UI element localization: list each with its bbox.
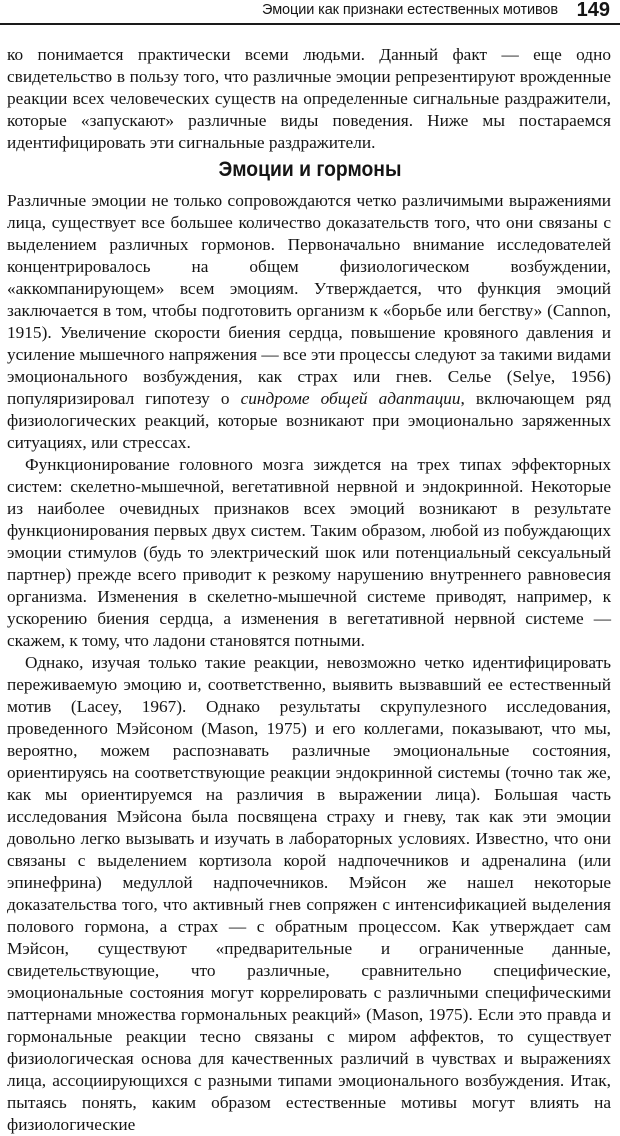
paragraph-1 xyxy=(7,190,611,454)
paragraph-1-italic-term: синдроме общей адаптации xyxy=(240,389,461,408)
running-head xyxy=(0,0,620,26)
paragraph-1-text-a: Различные эмоции не только сопровождаются четко различимыми выражениями лица, существует все большее количество доказательств того, что они связаны с выделением различных гормонов. Первоначально внимание исследователей концентрировалось на общем физиологическом возбуждении, «аккомпанирующем» всем эмоциям. Утверждается, что функция эмоций заключается в том, чтобы подготовить организм к «борьбе или бегству» (Cannon, 1915). Увеличение скорости биения сердца, повышение кровяного давления и усиление мышечного напряжения — все эти процессы следуют за такими видами эмоционального возбуждения, как страх или гнев. Селье (Selye, 1956) популяризировал гипотезу о xyxy=(7,191,611,408)
section-text-block xyxy=(7,190,611,1136)
paragraph-1-text-b: , включающем ряд физиологических реакций, которые возникают при эмоционально заряженных ситуациях, или стрессах. xyxy=(7,389,611,452)
paragraph-3: Однако, изучая только такие реакции, невозможно четко идентифицировать переживаемую эмоцию и, соответственно, выявить вызвавший ее естественный мотив (Lacey, 1967). Однако результаты скрупулезного исследования, проведенного Мэйсоном (Mason, 1975) и его коллегами, показывают, что мы, вероятно, можем распознавать различные эмоциональные состояния, ориентируясь на соответствующие реакции эндокринной системы (точно так же, как мы ориентируемся на различия в выражении лица). Большая часть исследования Мэйсона была посвящена страху и гневу, так как эти эмоции довольно легко вызывать и изучать в лабораторных условиях. Известно, что они связаны с выделением кортизола корой надпочечников и адреналина (или эпинефрина) медуллой надпочечников. Мэйсон же нашел некоторые доказательства того, что активный гнев сопряжен с интенсификацией выделения полового гормона, а страх — с обратным процессом. Как утверждает сам Мэйсон, существуют «предварительные и ограниченные данные, свидетельствующие, что различные, сравнительно специфические, эмоциональные состояния могут коррелировать с различными специфическими паттернами множества гормональных реакций» (Mason, 1975). Если это правда и гормональные реакции тесно связаны с миром аффектов, то существует физиологическая основа для качественных различий в чувствах и выражениях лица, ассоциирующихся с разными типами эмоционального возбуждения. Итак, пытаясь понять, каким образом естественные мотивы могут влиять на физиологические xyxy=(7,653,611,1134)
header-rule xyxy=(0,23,620,25)
section-heading: Эмоции и гормоны xyxy=(218,158,402,181)
intro-paragraph: ко понимается практически всеми людьми. Данный факт — еще одно свидетельство в пользу того, что различные эмоции репрезентируют врожденные реакции всех человеческих существ на определенные сигнальные раздражители, которые «запускают» различные виды поведения. Ниже мы постараемся идентифицировать эти сигнальные раздражители. xyxy=(7,45,611,152)
page-number: 149 xyxy=(576,0,610,21)
running-head-title: Эмоции как признаки естественных мотивов xyxy=(262,2,558,18)
paragraph-2: Функционирование головного мозга зиждется на трех типах эффекторных систем: скелетно-мышечной, вегетативной нервной и эндокринной. Некоторые из наиболее очевидных признаков всех эмоций возникают в результате функционирования первых двух систем. Таким образом, любой из побуждающих эмоции стимулов (будь то электрический шок или потенциальный сексуальный партнер) прежде всего приводит к резкому нарушению внутреннего равновесия организма. Изменения в скелетно-мышечной системе приводят, например, к ускорению биения сердца, а изменения в вегетативной нервной системе — скажем, к тому, что ладони становятся потными. xyxy=(7,455,611,650)
intro-text-block xyxy=(7,44,611,154)
